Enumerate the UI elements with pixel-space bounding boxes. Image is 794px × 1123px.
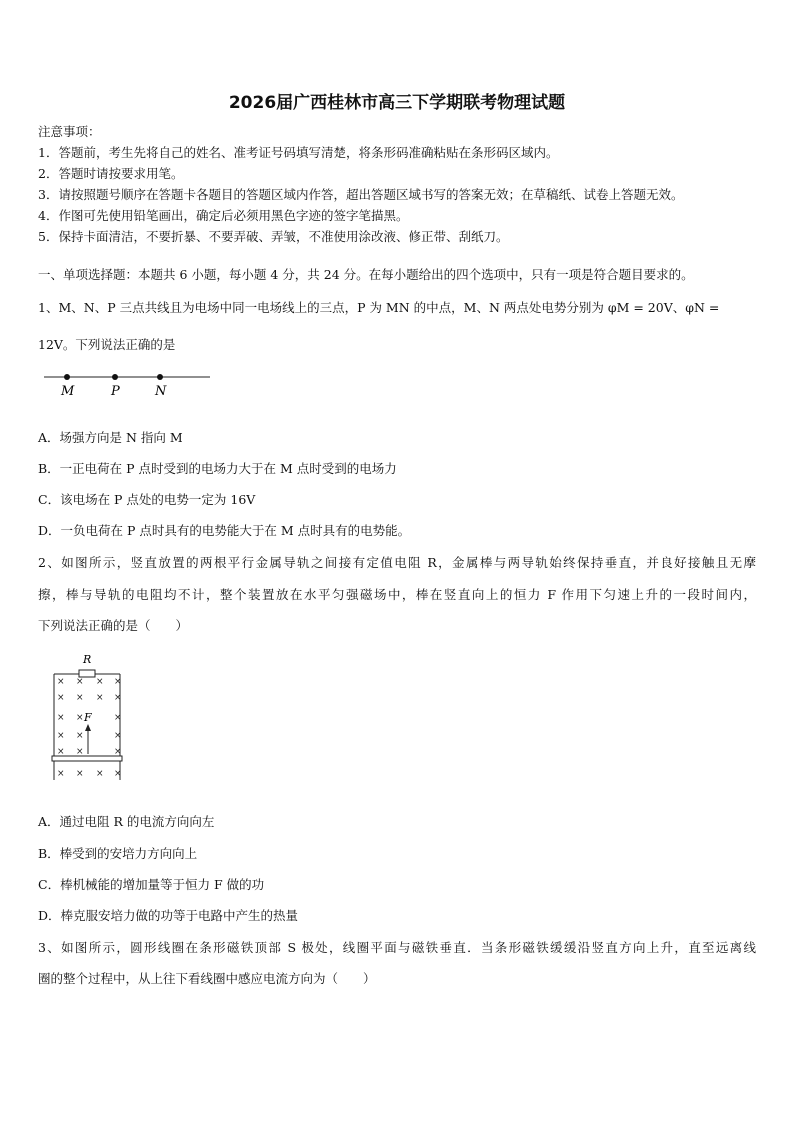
note-item-4: 4．作图可先使用铅笔画出，确定后必须用黑色字迹的签字笔描黑。 bbox=[38, 208, 409, 223]
field-cross-mark: × bbox=[76, 677, 84, 687]
field-cross-mark: × bbox=[57, 693, 65, 703]
q2-option-b: B．棒受到的安培力方向向上 bbox=[38, 846, 198, 861]
resistor-label: R bbox=[83, 653, 92, 666]
note-item-5: 5．保持卡面清洁，不要折暴、不要弄破、弄皱，不准使用涂改液、修正带、刮纸刀。 bbox=[38, 229, 509, 244]
point-m bbox=[64, 374, 70, 380]
q1-option-a: A．场强方向是 N 指向 M bbox=[38, 430, 183, 445]
label-m: M bbox=[61, 384, 75, 399]
q2-stem-line2: 擦，棒与导轨的电阻均不计，整个装置放在水平匀强磁场中，棒在竖直向上的恒力 F 作用下匀速上升的一段时间内， bbox=[38, 587, 756, 602]
label-n: N bbox=[155, 384, 167, 399]
field-cross-mark: × bbox=[96, 677, 104, 687]
field-cross-mark: × bbox=[57, 769, 65, 779]
q3-stem-line2: 圈的整个过程中，从上往下看线圈中感应电流方向为（ ） bbox=[38, 971, 376, 986]
field-cross-mark: × bbox=[57, 677, 65, 687]
q1-option-c: C．该电场在 P 点处的电势一定为 16V bbox=[38, 492, 256, 507]
field-cross-mark: × bbox=[57, 747, 65, 757]
q1-option-b: B．一正电荷在 P 点时受到的电场力大于在 M 点时受到的电场力 bbox=[38, 461, 397, 476]
field-cross-mark: × bbox=[114, 747, 122, 757]
field-cross-mark: × bbox=[76, 769, 84, 779]
q1-option-d: D．一负电荷在 P 点时具有的电势能大于在 M 点时具有的电势能。 bbox=[38, 523, 411, 538]
note-item-3: 3．请按照题号顺序在答题卡各题目的答题区域内作答，超出答题区域书写的答案无效；在草稿纸、试卷上答题无效。 bbox=[38, 187, 684, 202]
field-cross-mark: × bbox=[114, 731, 122, 741]
point-n bbox=[157, 374, 163, 380]
q1-stem-line2: 12V。下列说法正确的是 bbox=[38, 337, 176, 352]
q2-stem-line1: 2、如图所示，竖直放置的两根平行金属导轨之间接有定值电阻 R，金属棒与两导轨始终保持垂直，并良好接触且无摩 bbox=[38, 555, 756, 570]
field-cross-mark: × bbox=[96, 769, 104, 779]
q2-stem-line3: 下列说法正确的是（ ） bbox=[38, 618, 189, 633]
field-cross-mark: × bbox=[114, 713, 122, 723]
resistor bbox=[79, 670, 95, 677]
field-cross-mark: × bbox=[76, 693, 84, 703]
q1-field-line-diagram bbox=[40, 366, 215, 400]
field-cross-mark: × bbox=[114, 677, 122, 687]
field-cross-mark: × bbox=[76, 713, 84, 723]
field-cross-mark: × bbox=[57, 731, 65, 741]
field-cross-mark: × bbox=[114, 769, 122, 779]
force-label: F bbox=[84, 711, 92, 724]
q2-option-a: A．通过电阻 R 的电流方向向左 bbox=[38, 814, 215, 829]
section-heading: 一、单项选择题：本题共 6 小题，每小题 4 分，共 24 分。在每小题给出的四个选项中，只有一项是符合题目要求的。 bbox=[38, 267, 694, 282]
q1-stem-line1: 1、M、N、P 三点共线且为电场中同一电场线上的三点，P 为 MN 的中点，M、N 两点处电势分别为 φM = 20V、φN = bbox=[38, 300, 720, 315]
q3-stem-line1: 3、如图所示，圆形线圈在条形磁铁顶部 S 极处，线圈平面与磁铁垂直．当条形磁铁缓缓沿竖直方向上升，直至远离线 bbox=[38, 940, 756, 955]
field-cross-mark: × bbox=[96, 693, 104, 703]
q2-rail-diagram bbox=[48, 648, 128, 788]
field-cross-mark: × bbox=[76, 747, 84, 757]
q2-option-d: D．棒克服安培力做的功等于电路中产生的热量 bbox=[38, 908, 299, 923]
note-item-1: 1．答题前，考生先将自己的姓名、准考证号码填写清楚，将条形码准确粘贴在条形码区域内。 bbox=[38, 145, 559, 160]
point-p bbox=[112, 374, 118, 380]
note-item-2: 2．答题时请按要求用笔。 bbox=[38, 166, 184, 181]
field-cross-mark: × bbox=[114, 693, 122, 703]
field-cross-mark: × bbox=[57, 713, 65, 723]
q2-option-c: C．棒机械能的增加量等于恒力 F 做的功 bbox=[38, 877, 265, 892]
field-cross-mark: × bbox=[76, 731, 84, 741]
label-p: P bbox=[111, 384, 120, 399]
page-title: 2026届广西桂林市高三下学期联考物理试题 bbox=[228, 93, 566, 113]
notes-heading: 注意事项： bbox=[38, 124, 101, 139]
